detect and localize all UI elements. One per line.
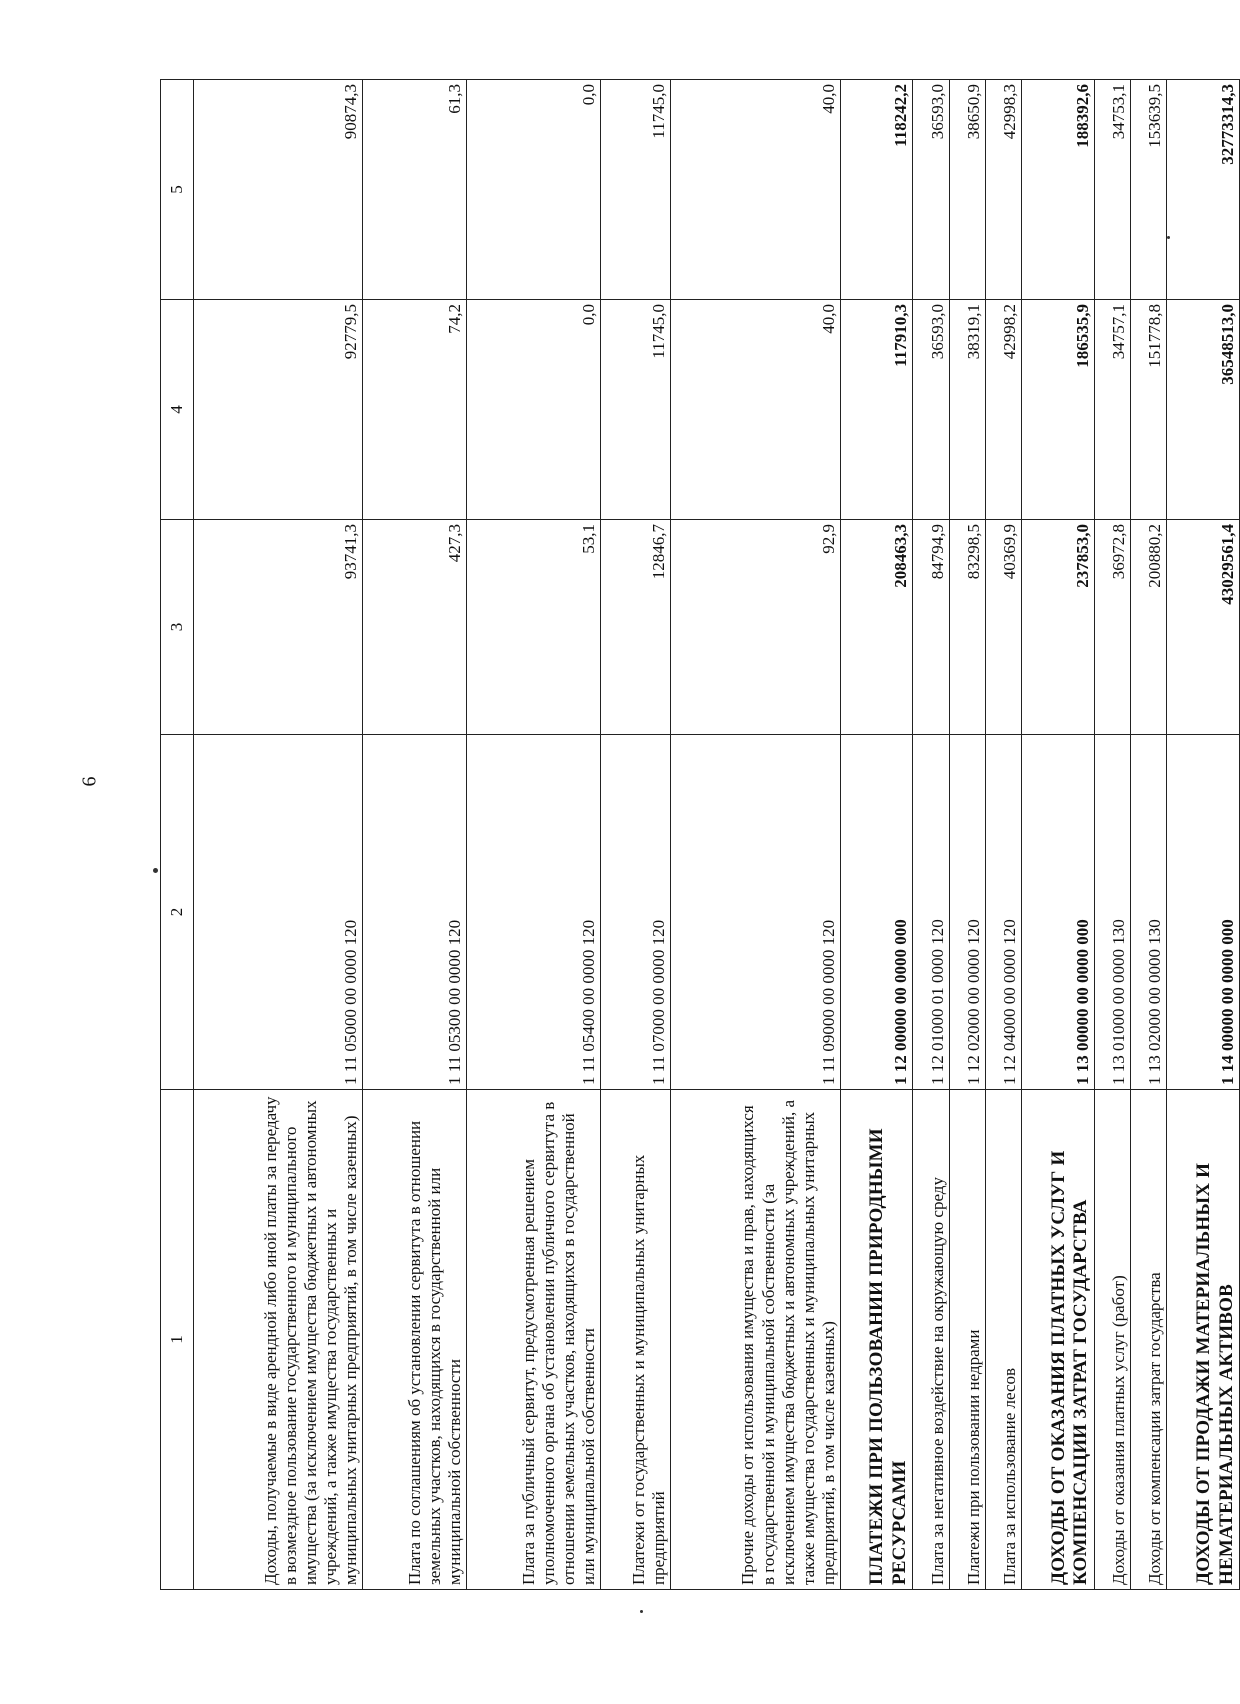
row-value-col5: 118242,2 <box>840 80 913 300</box>
row-value-col4: 74,2 <box>363 300 466 520</box>
row-value-col5: 188392,6 <box>1022 80 1095 300</box>
row-value-col3: 53,1 <box>466 520 600 735</box>
table-row <box>1167 80 1240 1590</box>
row-name: Плата по соглашениям об установлении сервитута в отношении земельных участков, находящихся в государственной или муниципальной собственности <box>363 1090 466 1590</box>
table-row <box>671 80 840 1590</box>
row-value-col4: 151778,8 <box>1130 300 1166 520</box>
table-row <box>466 80 600 1590</box>
row-value-col5: 32773314,3 <box>1167 80 1240 300</box>
row-value-col3: 200880,2 <box>1130 520 1166 735</box>
row-code: 1 13 00000 00 0000 000 <box>1022 735 1095 1090</box>
row-value-col3: 84794,9 <box>913 520 949 735</box>
row-value-col4: 36548513,0 <box>1167 300 1240 520</box>
rotated-document <box>160 80 1240 1590</box>
row-value-col3: 237853,0 <box>1022 520 1095 735</box>
row-name: Платежи от государственных и муниципальных унитарных предприятий <box>600 1090 670 1590</box>
row-code: 1 11 09000 00 0000 120 <box>671 735 840 1090</box>
row-name: Доходы от компенсации затрат государства <box>1130 1090 1166 1590</box>
row-value-col3: 92,9 <box>671 520 840 735</box>
row-code: 1 13 01000 00 0000 130 <box>1094 735 1130 1090</box>
page-number: 6 <box>78 776 101 787</box>
table-row <box>949 80 985 1590</box>
row-value-col5: 153639,5 <box>1130 80 1166 300</box>
header-cell: 2 <box>161 735 194 1090</box>
row-name: Плата за негативное воздействие на окружающую среду <box>913 1090 949 1590</box>
row-value-col3: 427,3 <box>363 520 466 735</box>
row-name: ДОХОДЫ ОТ ОКАЗАНИЯ ПЛАТНЫХ УСЛУГ И КОМПЕНСАЦИИ ЗАТРАТ ГОСУДАРСТВА <box>1022 1090 1095 1590</box>
row-value-col5: 0,0 <box>466 80 600 300</box>
row-value-col5: 36593,0 <box>913 80 949 300</box>
row-value-col5: 42998,3 <box>985 80 1021 300</box>
row-name: Платежи при пользовании недрами <box>949 1090 985 1590</box>
table-row <box>913 80 949 1590</box>
row-value-col5: 40,0 <box>671 80 840 300</box>
row-value-col3: 12846,7 <box>600 520 670 735</box>
row-code: 1 12 01000 01 0000 120 <box>913 735 949 1090</box>
scan-speck <box>640 1610 643 1613</box>
row-value-col4: 34757,1 <box>1094 300 1130 520</box>
row-value-col4: 11745,0 <box>600 300 670 520</box>
table-row <box>985 80 1021 1590</box>
scan-speck <box>1167 236 1170 239</box>
row-code: 1 13 02000 00 0000 130 <box>1130 735 1166 1090</box>
row-code: 1 11 05300 00 0000 120 <box>363 735 466 1090</box>
row-value-col4: 117910,3 <box>840 300 913 520</box>
row-code: 1 11 05000 00 0000 120 <box>193 735 362 1090</box>
row-name: Плата за использование лесов <box>985 1090 1021 1590</box>
row-value-col3: 43029561,4 <box>1167 520 1240 735</box>
table-header-row <box>161 80 194 1590</box>
row-code: 1 12 00000 00 0000 000 <box>840 735 913 1090</box>
row-value-col3: 208463,3 <box>840 520 913 735</box>
row-name: ДОХОДЫ ОТ ПРОДАЖИ МАТЕРИАЛЬНЫХ И НЕМАТЕРИАЛЬНЫХ АКТИВОВ <box>1167 1090 1240 1590</box>
row-code: 1 12 04000 00 0000 120 <box>985 735 1021 1090</box>
row-value-col3: 36972,8 <box>1094 520 1130 735</box>
row-value-col4: 38319,1 <box>949 300 985 520</box>
header-cell: 3 <box>161 520 194 735</box>
row-name: ПЛАТЕЖИ ПРИ ПОЛЬЗОВАНИИ ПРИРОДНЫМИ РЕСУРСАМИ <box>840 1090 913 1590</box>
revenue-table <box>160 79 1240 1590</box>
row-value-col4: 0,0 <box>466 300 600 520</box>
row-code: 1 12 02000 00 0000 120 <box>949 735 985 1090</box>
row-value-col3: 40369,9 <box>985 520 1021 735</box>
scan-speck <box>153 868 158 873</box>
row-value-col3: 83298,5 <box>949 520 985 735</box>
row-value-col4: 36593,0 <box>913 300 949 520</box>
row-code: 1 14 00000 00 0000 000 <box>1167 735 1240 1090</box>
row-value-col3: 93741,3 <box>193 520 362 735</box>
row-value-col5: 34753,1 <box>1094 80 1130 300</box>
row-name: Доходы от оказания платных услуг (работ) <box>1094 1090 1130 1590</box>
table-row <box>363 80 466 1590</box>
row-name: Прочие доходы от использования имущества и прав, находящихся в государственной и муниципальной собственности (за исключением имущества бюджетных и автономных учреждений, а также имущества государственных и муниципальных унитарных предприятий, в том числе казенных) <box>671 1090 840 1590</box>
header-cell: 4 <box>161 300 194 520</box>
table-row <box>600 80 670 1590</box>
table-row <box>193 80 362 1590</box>
row-value-col5: 11745,0 <box>600 80 670 300</box>
table-row <box>840 80 913 1590</box>
header-cell: 5 <box>161 80 194 300</box>
row-code: 1 11 05400 00 0000 120 <box>466 735 600 1090</box>
header-cell: 1 <box>161 1090 194 1590</box>
table-row <box>1094 80 1130 1590</box>
row-value-col5: 38650,9 <box>949 80 985 300</box>
row-code: 1 11 07000 00 0000 120 <box>600 735 670 1090</box>
table-row <box>1130 80 1166 1590</box>
row-name: Плата за публичный сервитут, предусмотренная решением уполномоченного органа об установлении публичного сервитута в отношении земельных участков, находящихся в государственной или муниципальной собственности <box>466 1090 600 1590</box>
row-value-col4: 40,0 <box>671 300 840 520</box>
row-value-col4: 186535,9 <box>1022 300 1095 520</box>
row-value-col4: 92779,5 <box>193 300 362 520</box>
row-value-col5: 61,3 <box>363 80 466 300</box>
row-value-col5: 90874,3 <box>193 80 362 300</box>
table-row <box>1022 80 1095 1590</box>
row-name: Доходы, получаемые в виде арендной либо иной платы за передачу в возмездное пользование государственного и муниципального имущества (за исключением имущества бюджетных и автономных учреждений, а также имущества государственных и муниципальных унитарных предприятий, в том числе казенных) <box>193 1090 362 1590</box>
row-value-col4: 42998,2 <box>985 300 1021 520</box>
